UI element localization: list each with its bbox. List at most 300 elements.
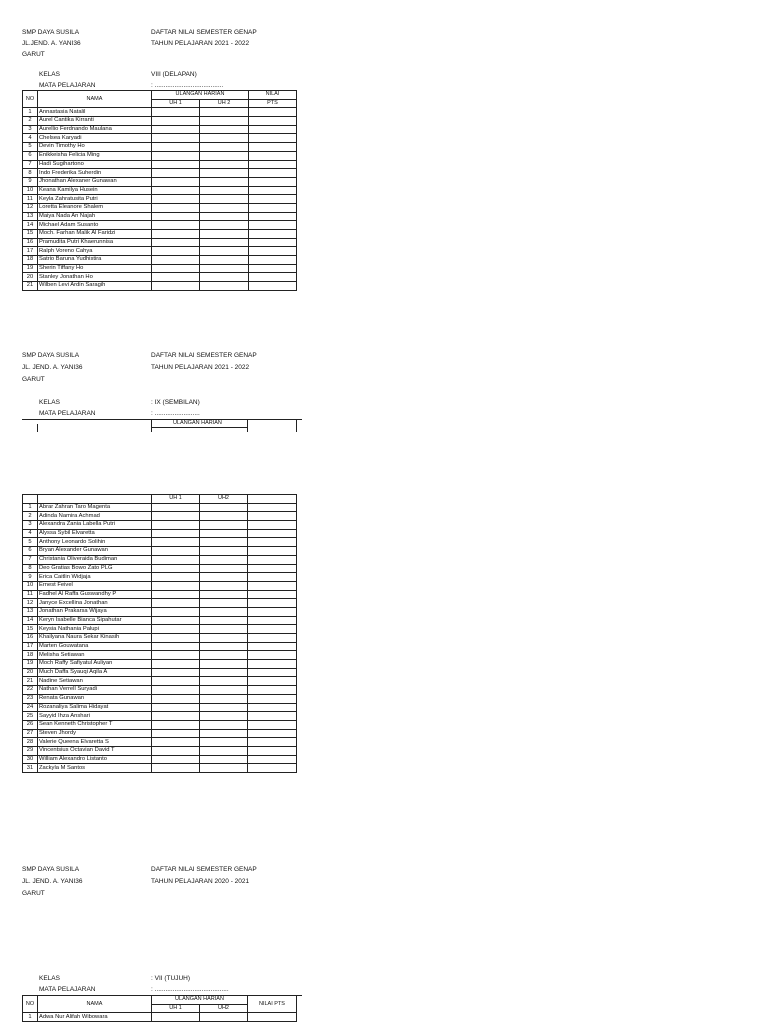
table-row: [23, 651, 297, 660]
student-name: Maiya Nada An Najah: [38, 212, 152, 221]
student-number: 17: [23, 642, 38, 651]
pts-cell: [248, 521, 297, 530]
student-number: 15: [23, 230, 38, 239]
uh1-cell: [152, 668, 200, 677]
uh2-cell: [200, 143, 249, 152]
doc-title: DAFTAR NILAI SEMESTER GENAP: [151, 352, 257, 359]
pts-cell: [249, 195, 297, 204]
uh2-cell: [200, 755, 248, 764]
mapel-label: MATA PELAJARAN: [39, 986, 96, 993]
col-ulangan-header: ULANGAN HARIAN: [152, 91, 249, 100]
student-name: Enikkeisha Felicia Ming: [38, 151, 152, 160]
col-pts-header: PTS: [249, 99, 297, 108]
table-row: [23, 746, 297, 755]
uh1-cell: [152, 764, 200, 773]
student-name: Jonathan Prakarsa Wijaya: [38, 607, 152, 616]
uh1-cell: [152, 703, 200, 712]
student-name: Fadhel Al Raffa Guswandhy P: [38, 590, 152, 599]
kelas-label: KELAS: [39, 71, 60, 78]
uh1-cell: [152, 616, 200, 625]
uh2-cell: [200, 521, 248, 530]
uh1-cell: [152, 590, 200, 599]
table-row: [23, 247, 297, 256]
uh2-cell: [200, 634, 248, 643]
student-number: 21: [23, 282, 38, 291]
uh2-cell: [200, 538, 248, 547]
kelas-value: : VII (TUJUH): [151, 975, 190, 982]
student-name: Abrar Zahran Taro Magenta: [38, 503, 152, 512]
student-number: 8: [23, 564, 38, 573]
mapel-label: MATA PELAJARAN: [39, 410, 96, 417]
uh2-cell: [200, 720, 248, 729]
uh1-cell: [152, 212, 200, 221]
student-number: 20: [23, 273, 38, 282]
table-row: [23, 195, 297, 204]
col-nilai-pts-header: NILAI PTS: [248, 996, 297, 1013]
pts-cell: [248, 581, 297, 590]
student-name: Valerie Queena Elvaretta S: [38, 738, 152, 747]
table-row: [23, 764, 297, 773]
school-name: SMP DAYA SUSILA: [22, 352, 80, 359]
grade-table-ix: [22, 494, 297, 773]
pts-cell: [248, 651, 297, 660]
pts-cell: [249, 247, 297, 256]
uh1-cell: [152, 564, 200, 573]
student-number: 12: [23, 203, 38, 212]
student-number: 17: [23, 247, 38, 256]
table-row: [23, 660, 297, 669]
table-sub-border: [151, 427, 247, 428]
student-name: Sayyid Ihza Anshari: [38, 712, 152, 721]
student-name: Hadi Sugihartono: [38, 160, 152, 169]
mapel-value: : .........................................: [151, 986, 229, 993]
table-col-divider: [37, 424, 38, 432]
uh1-cell: [152, 538, 200, 547]
student-name: Bryan Alexander Gunawan: [38, 547, 152, 556]
pts-cell: [248, 746, 297, 755]
student-number: 2: [23, 512, 38, 521]
col-no-header: NO: [23, 91, 38, 108]
uh1-cell: [152, 282, 200, 291]
student-number: 19: [23, 264, 38, 273]
uh2-cell: [200, 686, 248, 695]
pts-cell: [249, 282, 297, 291]
col-uh2-header: UH2: [200, 495, 248, 504]
uh2-cell: [200, 273, 249, 282]
pts-cell: [249, 160, 297, 169]
uh2-cell: [200, 581, 248, 590]
table-row: [23, 512, 297, 521]
doc-title: DAFTAR NILAI SEMESTER GENAP: [151, 29, 257, 36]
student-name: Much Daffa Syauqi Aqila A: [38, 668, 152, 677]
uh1-cell: [152, 634, 200, 643]
uh2-cell: [200, 547, 248, 556]
mapel-value: : .........................: [151, 410, 200, 417]
table-row: [23, 590, 297, 599]
col-uh2-header: UH 2: [200, 99, 249, 108]
uh2-cell: [200, 1013, 248, 1022]
table-row: [23, 729, 297, 738]
pts-cell: [249, 238, 297, 247]
table-row: [23, 616, 297, 625]
pts-cell: [248, 616, 297, 625]
table-row: [23, 160, 297, 169]
student-number: 14: [23, 221, 38, 230]
student-number: 11: [23, 590, 38, 599]
uh1-cell: [152, 177, 200, 186]
pts-cell: [248, 677, 297, 686]
table-row: [23, 755, 297, 764]
student-name: Zackyla M Santos: [38, 764, 152, 773]
student-number: 9: [23, 573, 38, 582]
student-name: Alexandra Zania Labella Putri: [38, 521, 152, 530]
student-name: Vincentsius Octavian David T: [38, 746, 152, 755]
pts-cell: [248, 625, 297, 634]
student-number: 12: [23, 599, 38, 608]
uh2-cell: [200, 117, 249, 126]
table-row: [23, 108, 297, 117]
uh2-cell: [200, 512, 248, 521]
pts-cell: [248, 503, 297, 512]
table-row: [23, 634, 297, 643]
uh2-cell: [200, 177, 249, 186]
student-number: 7: [23, 555, 38, 564]
table-row: [23, 694, 297, 703]
table-row: [23, 581, 297, 590]
kelas-label: KELAS: [39, 975, 60, 982]
uh1-cell: [152, 555, 200, 564]
student-name: Loretta Eleanore Shalem: [38, 203, 152, 212]
school-address: JL. JEND. A. YANI36: [22, 878, 83, 885]
student-name: William Alexandro Listanto: [38, 755, 152, 764]
uh1-cell: [152, 186, 200, 195]
table-row: [23, 599, 297, 608]
table-row: [23, 221, 297, 230]
school-city: GARUT: [22, 51, 45, 58]
student-number: 3: [23, 521, 38, 530]
uh2-cell: [200, 668, 248, 677]
student-name: Keana Kamilya Husein: [38, 186, 152, 195]
uh1-cell: [152, 686, 200, 695]
student-name: Wilben Levi Ardin Saragih: [38, 282, 152, 291]
student-name: Adinda Namira Achmad: [38, 512, 152, 521]
pts-cell: [248, 599, 297, 608]
uh1-cell: [152, 134, 200, 143]
uh2-cell: [200, 169, 249, 178]
student-name: Michael Adam Susanto: [38, 221, 152, 230]
uh1-cell: [152, 273, 200, 282]
pts-cell: [248, 607, 297, 616]
pts-cell: [248, 547, 297, 556]
pts-cell: [249, 256, 297, 265]
pts-cell: [248, 729, 297, 738]
table-subheader-row: [23, 495, 297, 504]
student-name: Stanley Jonathan Ho: [38, 273, 152, 282]
student-name: Ernest Feivel: [38, 581, 152, 590]
table-row: [23, 134, 297, 143]
student-name: Moch Raffy Safiyatul Auliyan: [38, 660, 152, 669]
student-number: 6: [23, 547, 38, 556]
uh1-cell: [152, 151, 200, 160]
student-number: 2: [23, 117, 38, 126]
col-ulangan-header: ULANGAN HARIAN: [173, 420, 222, 426]
student-name: Indo Frederika Suherdin: [38, 169, 152, 178]
uh1-cell: [152, 573, 200, 582]
uh1-cell: [152, 238, 200, 247]
student-name: Pramudita Putri Khaerunnisa: [38, 238, 152, 247]
student-number: 13: [23, 607, 38, 616]
student-number: 8: [23, 169, 38, 178]
pts-cell: [248, 738, 297, 747]
mapel-value: : ......................................: [151, 82, 224, 89]
table-row: [23, 273, 297, 282]
school-address: JL. JEND. A. YANI36: [22, 364, 83, 371]
pts-cell: [249, 230, 297, 239]
student-name: Annastasia Natalil: [38, 108, 152, 117]
school-year: TAHUN PELAJARAN 2020 - 2021: [151, 878, 250, 885]
kelas-value: VIII (DELAPAN): [151, 71, 197, 78]
student-number: 4: [23, 529, 38, 538]
student-number: 10: [23, 186, 38, 195]
table-row: [23, 125, 297, 134]
pts-cell: [249, 117, 297, 126]
pts-cell: [249, 134, 297, 143]
table-top-border: [22, 419, 302, 420]
school-name: SMP DAYA SUSILA: [22, 866, 80, 873]
col-uh1-header: UH 1: [152, 495, 200, 504]
col-uh1-header: UH 1: [152, 99, 200, 108]
student-name: Deo Gratias Bowo Zato PLG: [38, 564, 152, 573]
student-number: 19: [23, 660, 38, 669]
student-name: Renata Gunawan: [38, 694, 152, 703]
grade-table-viii: [22, 90, 297, 291]
table-row: [23, 607, 297, 616]
table-row: [23, 642, 297, 651]
uh2-cell: [200, 203, 249, 212]
uh1-cell: [152, 738, 200, 747]
uh1-cell: [152, 677, 200, 686]
uh2-cell: [200, 264, 249, 273]
uh2-cell: [200, 694, 248, 703]
col-ulangan-header: ULANGAN HARIAN: [152, 996, 248, 1005]
table-top-border: [296, 995, 302, 996]
table-row: [23, 521, 297, 530]
col-uh1-header: UH 1: [152, 1004, 200, 1013]
uh1-cell: [152, 599, 200, 608]
table-row: [23, 538, 297, 547]
pts-cell: [248, 720, 297, 729]
pts-cell: [249, 221, 297, 230]
student-name: Aurellio Ferdnando Maulana: [38, 125, 152, 134]
pts-cell: [249, 143, 297, 152]
pts-cell: [249, 125, 297, 134]
student-name: Erica Caitlin Widjaja: [38, 573, 152, 582]
student-name: Alyssa Sybil Elvaretta: [38, 529, 152, 538]
table-row: [23, 503, 297, 512]
student-name: Nadine Setiawan: [38, 677, 152, 686]
table-row: [23, 712, 297, 721]
uh1-cell: [152, 755, 200, 764]
student-name: Sean Kenneth Christopher T: [38, 720, 152, 729]
uh2-cell: [200, 729, 248, 738]
uh2-cell: [200, 212, 249, 221]
student-number: 4: [23, 134, 38, 143]
uh2-cell: [200, 764, 248, 773]
pts-cell: [248, 634, 297, 643]
student-number: 16: [23, 634, 38, 643]
school-address: JL.JEND. A. YANI36: [22, 40, 81, 47]
uh2-cell: [200, 282, 249, 291]
uh2-cell: [200, 573, 248, 582]
student-name: Ralph Voreno Cahya: [38, 247, 152, 256]
uh2-cell: [200, 564, 248, 573]
uh1-cell: [152, 256, 200, 265]
student-number: 25: [23, 712, 38, 721]
pts-cell: [248, 590, 297, 599]
student-number: 15: [23, 625, 38, 634]
uh2-cell: [200, 256, 249, 265]
table-row: [23, 529, 297, 538]
uh1-cell: [152, 512, 200, 521]
student-number: 16: [23, 238, 38, 247]
uh1-cell: [152, 581, 200, 590]
uh1-cell: [152, 694, 200, 703]
student-number: 1: [23, 108, 38, 117]
uh1-cell: [152, 1013, 200, 1022]
pts-cell: [248, 512, 297, 521]
uh1-cell: [152, 651, 200, 660]
student-number: 21: [23, 677, 38, 686]
school-city: GARUT: [22, 890, 45, 897]
pts-cell: [249, 169, 297, 178]
student-number: 9: [23, 177, 38, 186]
pts-cell: [249, 186, 297, 195]
uh2-cell: [200, 599, 248, 608]
uh2-cell: [200, 738, 248, 747]
uh1-cell: [152, 521, 200, 530]
pts-cell: [248, 660, 297, 669]
uh1-cell: [152, 143, 200, 152]
student-name: Khailyana Naura Sekar Kinasih: [38, 634, 152, 643]
pts-cell: [248, 564, 297, 573]
table-header-row: [23, 91, 297, 100]
student-name: Rozanaliya Salima Hidayat: [38, 703, 152, 712]
table-row: [23, 703, 297, 712]
pts-cell: [249, 212, 297, 221]
student-name: Keysia Nathania Palupi: [38, 625, 152, 634]
uh1-cell: [152, 547, 200, 556]
table-row: [23, 625, 297, 634]
uh1-cell: [152, 221, 200, 230]
pts-cell: [248, 573, 297, 582]
table-row: [23, 264, 297, 273]
uh1-cell: [152, 203, 200, 212]
table-row: [23, 143, 297, 152]
pts-cell: [249, 177, 297, 186]
uh2-cell: [200, 108, 249, 117]
col-no-header: NO: [23, 996, 38, 1013]
table-row: [23, 177, 297, 186]
table-row: [23, 117, 297, 126]
student-number: 5: [23, 538, 38, 547]
pts-cell: [249, 273, 297, 282]
uh2-cell: [200, 616, 248, 625]
pts-cell: [248, 703, 297, 712]
student-number: 23: [23, 694, 38, 703]
school-year: TAHUN PELAJARAN 2021 - 2022: [151, 364, 250, 371]
student-name: Christania Oliveraida Budiman: [38, 555, 152, 564]
pts-cell: [248, 529, 297, 538]
student-name: Melisha Setiawan: [38, 651, 152, 660]
table-row: [23, 555, 297, 564]
student-number: 1: [23, 1013, 38, 1022]
pts-cell: [249, 264, 297, 273]
student-number: 26: [23, 720, 38, 729]
pts-cell: [248, 1013, 297, 1022]
table-row: [23, 230, 297, 239]
table-col-divider: [151, 419, 152, 432]
student-number: 27: [23, 729, 38, 738]
col-uh2-header: UH2: [200, 1004, 248, 1013]
table-row: [23, 238, 297, 247]
mapel-label: MATA PELAJARAN: [39, 82, 96, 89]
uh1-cell: [152, 660, 200, 669]
student-number: 11: [23, 195, 38, 204]
doc-title: DAFTAR NILAI SEMESTER GENAP: [151, 866, 257, 873]
uh1-cell: [152, 117, 200, 126]
student-number: 6: [23, 151, 38, 160]
student-number: 31: [23, 764, 38, 773]
student-name: Sherin Tiffany Ho: [38, 264, 152, 273]
student-name: Steven Jhordy: [38, 729, 152, 738]
student-name: Moch. Farhan Malik Al Faridzi: [38, 230, 152, 239]
student-number: 22: [23, 686, 38, 695]
table-row: [23, 738, 297, 747]
kelas-label: KELAS: [39, 399, 60, 406]
uh2-cell: [200, 607, 248, 616]
pts-cell: [249, 151, 297, 160]
table-row: [23, 573, 297, 582]
student-name: Nathan Verrell Suryadi: [38, 686, 152, 695]
table-row: [23, 564, 297, 573]
col-nama-header: NAMA: [38, 91, 152, 108]
uh2-cell: [200, 677, 248, 686]
student-name: Chelsea Karyadi: [38, 134, 152, 143]
student-number: 30: [23, 755, 38, 764]
school-city: GARUT: [22, 376, 45, 383]
table-row: [23, 668, 297, 677]
student-name: Devin Timothy Ho: [38, 143, 152, 152]
uh2-cell: [200, 186, 249, 195]
pts-cell: [248, 668, 297, 677]
school-name: SMP DAYA SUSILA: [22, 29, 80, 36]
uh2-cell: [200, 195, 249, 204]
student-name: Jhonathan Alexaner Gunawan: [38, 177, 152, 186]
student-name: Keyla Zahratusita Putri: [38, 195, 152, 204]
uh1-cell: [152, 503, 200, 512]
student-number: 1: [23, 503, 38, 512]
table-row: [23, 686, 297, 695]
uh2-cell: [200, 642, 248, 651]
pts-cell: [248, 642, 297, 651]
table-row: [23, 1013, 297, 1022]
uh1-cell: [152, 642, 200, 651]
uh2-cell: [200, 151, 249, 160]
table-header-row: [23, 996, 297, 1005]
uh2-cell: [200, 590, 248, 599]
uh2-cell: [200, 529, 248, 538]
student-number: 5: [23, 143, 38, 152]
